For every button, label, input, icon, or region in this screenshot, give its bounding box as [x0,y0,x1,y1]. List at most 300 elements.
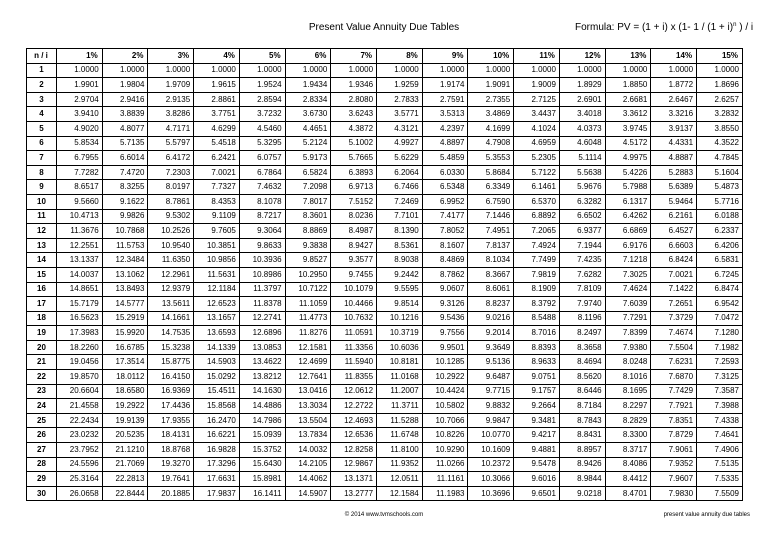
value-cell: 11.3356 [331,340,377,355]
value-cell: 5.3295 [239,136,285,151]
value-cell: 12.2551 [57,238,103,253]
value-cell: 18.8768 [148,443,194,458]
value-cell: 12.8258 [331,443,377,458]
value-cell: 9.2664 [514,399,560,414]
value-cell: 18.2260 [57,340,103,355]
value-cell: 13.5504 [285,413,331,428]
value-cell: 22.2813 [102,472,148,487]
value-cell: 2.8594 [239,92,285,107]
value-cell: 8.9633 [514,355,560,370]
value-cell: 10.5802 [422,399,468,414]
value-cell: 7.7499 [514,253,560,268]
formula-prefix: Formula: PV = (1 + i) x (1- 1 / (1 + i) [575,22,734,33]
period-cell: 6 [27,136,57,151]
value-cell: 9.3064 [239,224,285,239]
value-cell: 12.0511 [377,472,423,487]
period-cell: 17 [27,297,57,312]
value-cell: 4.9927 [377,136,423,151]
value-cell: 8.9426 [559,457,605,472]
value-cell: 5.7665 [331,151,377,166]
period-cell: 14 [27,253,57,268]
value-cell: 19.9139 [102,413,148,428]
value-cell: 8.4701 [605,486,651,501]
value-cell: 14.0037 [57,267,103,282]
value-cell: 9.2442 [377,267,423,282]
corner-header: n / i [27,49,57,64]
value-cell: 7.9352 [651,457,697,472]
value-cell: 7.2651 [651,297,697,312]
value-cell: 7.4338 [697,413,743,428]
value-cell: 9.8633 [239,238,285,253]
value-cell: 9.0218 [559,486,605,501]
value-cell: 6.9952 [422,194,468,209]
value-cell: 8.3667 [468,267,514,282]
period-cell: 9 [27,180,57,195]
value-cell: 7.0021 [651,267,697,282]
value-cell: 1.0000 [57,63,103,78]
footer-label: present value annuity due tables [663,512,750,518]
period-cell: 28 [27,457,57,472]
value-cell: 11.5288 [377,413,423,428]
value-cell: 5.4518 [194,136,240,151]
value-cell: 10.4713 [57,209,103,224]
value-cell: 19.0456 [57,355,103,370]
value-cell: 9.3481 [514,413,560,428]
value-cell: 4.6299 [194,121,240,136]
value-cell: 7.5509 [697,486,743,501]
value-cell: 6.9713 [331,180,377,195]
formula-suffix: ) / i [736,22,754,33]
value-cell: 4.6959 [514,136,560,151]
table-row [27,370,743,385]
value-cell: 11.8100 [377,443,423,458]
value-cell: 8.8869 [285,224,331,239]
period-cell: 7 [27,151,57,166]
value-cell: 7.7282 [57,165,103,180]
value-cell: 4.4651 [285,121,331,136]
value-cell: 7.7429 [651,384,697,399]
value-cell: 10.9856 [194,253,240,268]
value-cell: 6.0330 [422,165,468,180]
column-header: 11% [514,49,560,64]
value-cell: 10.8986 [239,267,285,282]
value-cell: 12.6523 [194,297,240,312]
value-cell: 14.8651 [57,282,103,297]
value-cell: 9.7605 [194,224,240,239]
value-cell: 9.8514 [377,297,423,312]
value-cell: 4.5172 [605,136,651,151]
table-body [27,63,743,501]
value-cell: 5.6229 [377,151,423,166]
value-cell: 7.9819 [514,267,560,282]
value-cell: 25.3164 [57,472,103,487]
value-cell: 7.8729 [651,428,697,443]
value-cell: 7.9607 [651,472,697,487]
value-cell: 1.0000 [194,63,240,78]
value-cell: 8.7016 [514,326,560,341]
table-row [27,297,743,312]
table-row [27,282,743,297]
value-cell: 4.7908 [468,136,514,151]
period-cell: 13 [27,238,57,253]
value-cell: 6.1461 [514,180,560,195]
column-header: 2% [102,49,148,64]
table-row [27,121,743,136]
value-cell: 13.7834 [285,428,331,443]
period-cell: 15 [27,267,57,282]
value-cell: 9.6501 [514,486,560,501]
value-cell: 8.1196 [559,311,605,326]
value-cell: 2.9135 [148,92,194,107]
value-cell: 8.6517 [57,180,103,195]
value-cell: 12.9379 [148,282,194,297]
value-cell: 10.2950 [285,267,331,282]
table-row [27,224,743,239]
period-cell: 25 [27,413,57,428]
table-row [27,136,743,151]
value-cell: 10.4466 [331,297,377,312]
value-cell: 17.6631 [194,472,240,487]
value-cell: 4.6048 [559,136,605,151]
value-cell: 13.8493 [102,282,148,297]
table-row [27,63,743,78]
period-cell: 16 [27,282,57,297]
value-cell: 3.5771 [377,107,423,122]
value-cell: 3.3612 [605,107,651,122]
value-cell: 1.9524 [239,78,285,93]
value-cell: 5.7135 [102,136,148,151]
value-cell: 5.8684 [468,165,514,180]
column-header: 4% [194,49,240,64]
value-cell: 1.9009 [514,78,560,93]
value-cell: 11.3711 [377,399,423,414]
value-cell: 3.6730 [285,107,331,122]
value-cell: 7.2065 [514,224,560,239]
table-row [27,267,743,282]
value-cell: 5.4226 [605,165,651,180]
value-cell: 7.4720 [102,165,148,180]
value-cell: 1.9091 [468,78,514,93]
formula [575,22,753,33]
value-cell: 3.8550 [697,121,743,136]
value-cell: 11.0266 [422,457,468,472]
value-cell: 12.6536 [331,428,377,443]
table-row [27,486,743,501]
value-cell: 6.0757 [239,151,285,166]
value-cell: 5.3553 [468,151,514,166]
value-cell: 10.6036 [377,340,423,355]
value-cell: 5.7122 [514,165,560,180]
value-cell: 7.0021 [194,165,240,180]
value-cell: 8.0197 [148,180,194,195]
value-cell: 7.4906 [697,443,743,458]
value-cell: 6.5824 [285,165,331,180]
value-cell: 8.1909 [514,282,560,297]
value-cell: 8.8237 [468,297,514,312]
value-cell: 11.2007 [377,384,423,399]
value-cell: 7.6870 [651,370,697,385]
value-cell: 9.1757 [514,384,560,399]
value-cell: 6.9542 [697,297,743,312]
value-cell: 24.5596 [57,457,103,472]
value-cell: 8.2829 [605,413,651,428]
value-cell: 3.7751 [194,107,240,122]
table-row [27,92,743,107]
value-cell: 12.1584 [377,486,423,501]
value-cell: 15.8775 [148,355,194,370]
value-cell: 1.0000 [605,63,651,78]
table-row [27,107,743,122]
column-header: 9% [422,49,468,64]
value-cell: 13.0853 [239,340,285,355]
value-cell: 13.1062 [102,267,148,282]
value-cell: 8.5361 [377,238,423,253]
value-cell: 6.7955 [57,151,103,166]
value-cell: 5.8534 [57,136,103,151]
value-cell: 9.0607 [422,282,468,297]
value-cell: 4.9975 [605,151,651,166]
value-cell: 8.2297 [605,399,651,414]
period-cell: 19 [27,326,57,341]
value-cell: 7.0472 [697,311,743,326]
value-cell: 13.1657 [194,311,240,326]
value-cell: 6.3282 [559,194,605,209]
value-cell: 4.8887 [651,151,697,166]
column-header: 15% [697,49,743,64]
value-cell: 1.9346 [331,78,377,93]
value-cell: 10.7868 [102,224,148,239]
value-cell: 11.0168 [377,370,423,385]
footer-copyright: © 2014 www.tvmschools.com [344,512,424,518]
value-cell: 13.8212 [239,370,285,385]
value-cell: 18.6580 [102,384,148,399]
value-cell: 1.0000 [285,63,331,78]
value-cell: 12.2961 [148,267,194,282]
value-cell: 11.3797 [239,282,285,297]
value-cell: 7.3729 [651,311,697,326]
value-cell: 8.4869 [422,253,468,268]
value-cell: 1.8929 [559,78,605,93]
value-cell: 22.2434 [57,413,103,428]
value-cell: 8.5620 [559,370,605,385]
value-cell: 6.0188 [697,209,743,224]
value-cell: 10.1609 [468,443,514,458]
value-cell: 8.7862 [422,267,468,282]
value-cell: 9.1109 [194,209,240,224]
value-cell: 9.7455 [331,267,377,282]
value-cell: 14.7535 [148,326,194,341]
value-cell: 13.5611 [148,297,194,312]
value-cell: 2.6257 [697,92,743,107]
value-cell: 4.7845 [697,151,743,166]
period-cell: 3 [27,92,57,107]
value-cell: 1.8696 [697,78,743,93]
value-cell: 10.3696 [468,486,514,501]
value-cell: 10.1079 [331,282,377,297]
value-cell: 8.3601 [285,209,331,224]
value-cell: 16.9828 [194,443,240,458]
value-cell: 4.8897 [422,136,468,151]
value-cell: 7.3025 [605,267,651,282]
value-cell: 9.5436 [422,311,468,326]
value-cell: 7.5504 [651,340,697,355]
value-cell: 3.9410 [57,107,103,122]
value-cell: 7.4235 [559,253,605,268]
value-cell: 6.2337 [697,224,743,239]
value-cell: 13.2777 [331,486,377,501]
value-cell: 7.6231 [651,355,697,370]
value-cell: 11.4773 [285,311,331,326]
period-cell: 23 [27,384,57,399]
value-cell: 3.8286 [148,107,194,122]
value-cell: 4.3872 [331,121,377,136]
value-cell: 15.0939 [239,428,285,443]
value-cell: 1.0000 [102,63,148,78]
value-cell: 10.7122 [285,282,331,297]
value-cell: 2.8861 [194,92,240,107]
value-cell: 20.6604 [57,384,103,399]
value-cell: 16.4150 [148,370,194,385]
value-cell: 7.7327 [194,180,240,195]
column-header: 13% [605,49,651,64]
value-cell: 7.1446 [468,209,514,224]
value-cell: 7.3125 [697,370,743,385]
value-cell: 9.4217 [514,428,560,443]
period-cell: 21 [27,355,57,370]
period-cell: 10 [27,194,57,209]
value-cell: 7.7291 [605,311,651,326]
value-cell: 1.9615 [194,78,240,93]
value-cell: 6.7590 [468,194,514,209]
value-cell: 6.4172 [148,151,194,166]
table-row [27,340,743,355]
value-cell: 13.1337 [57,253,103,268]
value-cell: 10.1285 [422,355,468,370]
value-cell: 1.0000 [468,63,514,78]
value-cell: 5.4859 [422,151,468,166]
value-cell: 10.8181 [377,355,423,370]
value-cell: 7.6039 [605,297,651,312]
value-cell: 4.4331 [651,136,697,151]
value-cell: 10.2922 [422,370,468,385]
value-cell: 3.9137 [651,121,697,136]
value-cell: 19.7641 [148,472,194,487]
value-cell: 17.9355 [148,413,194,428]
value-cell: 7.4924 [514,238,560,253]
value-cell: 2.9416 [102,92,148,107]
value-cell: 14.0032 [285,443,331,458]
column-header: 1% [57,49,103,64]
value-cell: 9.7715 [468,384,514,399]
value-cell: 9.3577 [331,253,377,268]
value-cell: 5.1002 [331,136,377,151]
period-cell: 22 [27,370,57,385]
value-cell: 9.6487 [468,370,514,385]
value-cell: 9.0751 [514,370,560,385]
value-cell: 14.1630 [239,384,285,399]
value-cell: 8.1695 [605,384,651,399]
value-cell: 7.8351 [651,413,697,428]
value-cell: 15.2919 [102,311,148,326]
value-cell: 1.0000 [559,63,605,78]
value-cell: 1.9804 [102,78,148,93]
annuity-table [26,48,743,501]
table-row [27,413,743,428]
period-cell: 26 [27,428,57,443]
value-cell: 8.8431 [559,428,605,443]
value-cell: 11.8378 [239,297,285,312]
value-cell: 3.3216 [651,107,697,122]
table-row [27,151,743,166]
value-cell: 2.6901 [559,92,605,107]
value-cell: 9.2014 [468,326,514,341]
value-cell: 13.3034 [285,399,331,414]
value-cell: 7.4674 [651,326,697,341]
value-cell: 15.9920 [102,326,148,341]
value-cell: 7.7101 [377,209,423,224]
value-cell: 7.8137 [468,238,514,253]
value-cell: 8.1390 [377,224,423,239]
value-cell: 7.2469 [377,194,423,209]
value-cell: 16.6221 [194,428,240,443]
value-cell: 7.1944 [559,238,605,253]
column-header: 10% [468,49,514,64]
value-cell: 10.7066 [422,413,468,428]
value-cell: 9.9826 [102,209,148,224]
value-cell: 15.0292 [194,370,240,385]
value-cell: 17.3296 [194,457,240,472]
value-cell: 8.1607 [422,238,468,253]
value-cell: 4.3121 [377,121,423,136]
value-cell: 1.0000 [377,63,423,78]
value-cell: 4.7171 [148,121,194,136]
value-cell: 17.3514 [102,355,148,370]
table-row [27,209,743,224]
value-cell: 17.4436 [148,399,194,414]
value-cell: 11.3676 [57,224,103,239]
value-cell: 6.8474 [697,282,743,297]
value-cell: 9.4881 [514,443,560,458]
value-cell: 21.7069 [102,457,148,472]
value-cell: 6.4262 [605,209,651,224]
value-cell: 22.8444 [102,486,148,501]
value-cell: 7.4632 [239,180,285,195]
table-row [27,399,743,414]
value-cell: 10.3936 [239,253,285,268]
value-cell: 6.5348 [422,180,468,195]
value-cell: 4.1699 [468,121,514,136]
value-cell: 12.3484 [102,253,148,268]
value-cell: 2.6681 [605,92,651,107]
value-cell: 8.3658 [559,340,605,355]
value-cell: 11.8276 [285,326,331,341]
value-cell: 10.7632 [331,311,377,326]
value-cell: 1.0000 [651,63,697,78]
value-cell: 1.0000 [514,63,560,78]
value-cell: 8.2497 [559,326,605,341]
page-title: Present Value Annuity Due Tables [308,22,460,33]
value-cell: 15.7179 [57,297,103,312]
period-cell: 4 [27,107,57,122]
table-row [27,238,743,253]
value-cell: 21.1210 [102,443,148,458]
value-cell: 10.3851 [194,238,240,253]
value-cell: 5.1604 [697,165,743,180]
value-cell: 12.4693 [331,413,377,428]
value-cell: 16.6785 [102,340,148,355]
value-cell: 4.3522 [697,136,743,151]
value-cell: 8.7843 [559,413,605,428]
